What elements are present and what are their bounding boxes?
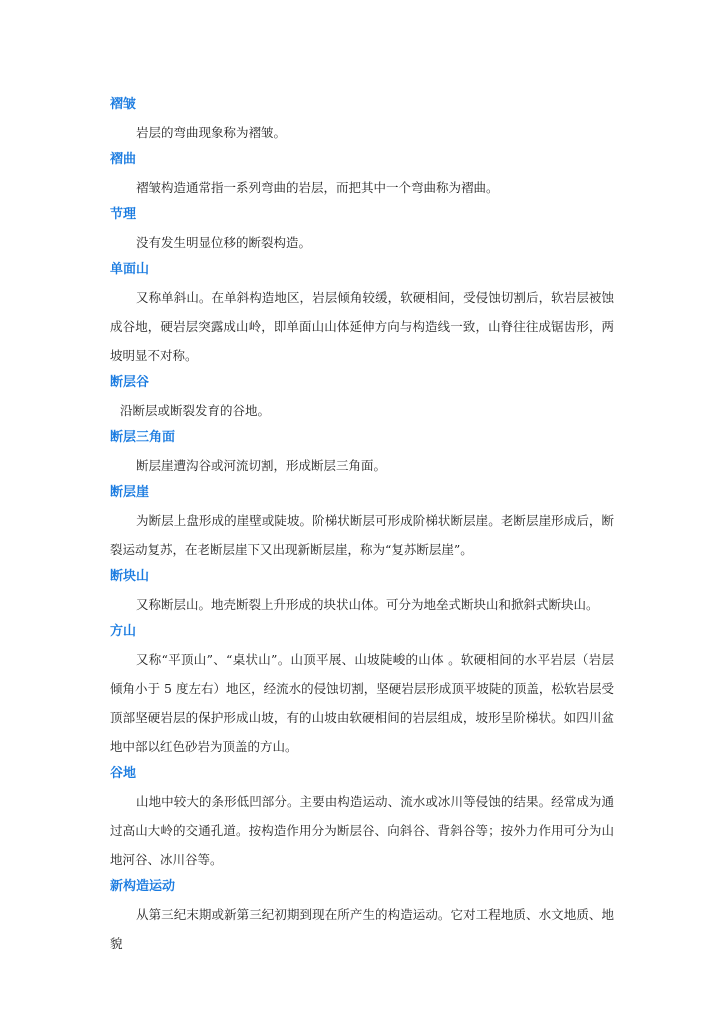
entry-jieli bbox=[110, 202, 614, 257]
entry-zhouzhou bbox=[110, 92, 614, 147]
entry-duankuaishan bbox=[110, 564, 614, 619]
entry-duancengsanjiaomian bbox=[110, 425, 614, 480]
term-heading: 断块山 bbox=[110, 569, 150, 584]
entry-gudi bbox=[110, 761, 614, 874]
entry-xingouzaoyundong bbox=[110, 874, 614, 958]
term-definition: 又称断层山。地壳断裂上升形成的块状山体。可分为地垒式断块山和掀斜式断块山。 bbox=[136, 597, 599, 612]
term-heading: 方山 bbox=[110, 624, 137, 639]
term-heading: 褶皱 bbox=[110, 97, 137, 112]
term-heading: 断层崖 bbox=[110, 485, 150, 500]
term-heading: 新构造运动 bbox=[110, 879, 176, 894]
term-definition: 没有发生明显位移的断裂构造。 bbox=[136, 235, 312, 250]
term-heading: 褶曲 bbox=[110, 152, 137, 167]
term-heading: 断层谷 bbox=[110, 375, 150, 390]
term-definition: 断层崖遭沟谷或河流切割，形成断层三角面。 bbox=[136, 458, 387, 473]
term-definition: 沿断层或断裂发育的谷地。 bbox=[120, 403, 271, 418]
entry-danmianshan bbox=[110, 257, 614, 370]
term-heading: 断层三角面 bbox=[110, 430, 176, 445]
entry-duancenggu bbox=[110, 370, 614, 425]
term-definition: 为断层上盘形成的崖壁或陡坡。阶梯状断层可形成阶梯状断层崖。老断层崖形成后，断裂运动复苏，在老断层崖下又出现新断层崖，称为“复苏断层崖”。 bbox=[110, 513, 614, 557]
entry-fangshan bbox=[110, 619, 614, 761]
term-heading: 节理 bbox=[110, 207, 137, 222]
term-heading: 单面山 bbox=[110, 262, 150, 277]
term-definition: 岩层的弯曲现象称为褶皱。 bbox=[136, 125, 287, 140]
term-heading: 谷地 bbox=[110, 766, 137, 781]
entry-zhouqu bbox=[110, 147, 614, 202]
term-definition: 又称单斜山。在单斜构造地区，岩层倾角较缓，软硬相间，受侵蚀切割后，软岩层被蚀成谷地，硬岩层突露成山岭，即单面山山体延伸方向与构造线一致，山脊往往成锯齿形，两坡明显不对称。 bbox=[110, 290, 614, 363]
term-definition: 山地中较大的条形低凹部分。主要由构造运动、流水或冰川等侵蚀的结果。经常成为通过高山大岭的交通孔道。按构造作用分为断层谷、向斜谷、背斜谷等；按外力作用可分为山地河谷、冰川谷等。 bbox=[110, 794, 614, 867]
term-definition: 从第三纪末期或新第三纪初期到现在所产生的构造运动。它对工程地质、水文地质、地貌 bbox=[110, 907, 614, 951]
term-definition: 又称“平顶山”、“桌状山”。山顶平展、山坡陡峻的山体 。软硬相间的水平岩层（岩层倾角小于 5 度左右）地区，经流水的侵蚀切割，坚硬岩层形成顶平坡陡的顶盖，松软岩层受顶部坚硬岩层的保护形成山坡，有的山坡由软硬相间的岩层组成，坡形呈阶梯状。如四川盆地中部以红色砂岩为顶盖的方山。 bbox=[110, 652, 614, 754]
term-definition: 褶皱构造通常指一系列弯曲的岩层，而把其中一个弯曲称为褶曲。 bbox=[136, 180, 499, 195]
entry-duancengya bbox=[110, 480, 614, 564]
